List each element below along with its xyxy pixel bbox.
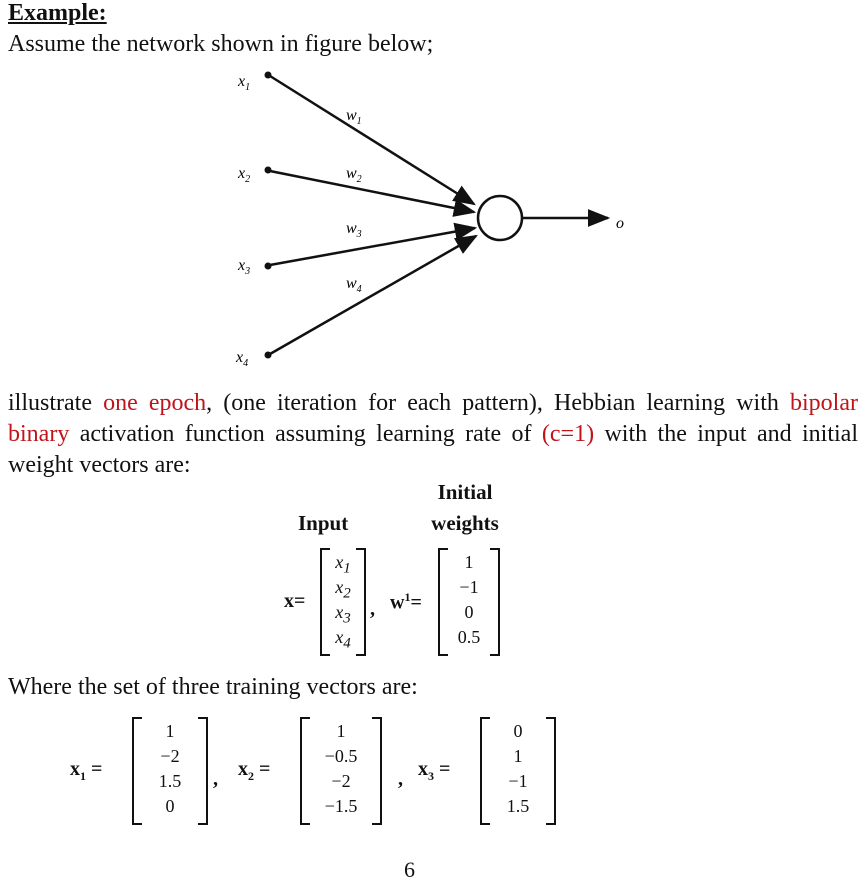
- training-vector-2-values: 1 −0.5 −2 −1.5: [324, 721, 358, 816]
- input-vector-label: x=: [284, 590, 306, 612]
- vector-separator-comma: ,: [370, 598, 375, 620]
- neuron-node: [478, 196, 522, 240]
- weight-label-1: $w_1$: [346, 107, 362, 127]
- input-label-4: $x_4$: [236, 349, 249, 369]
- edge-w4: [270, 236, 476, 354]
- input-vector-left-bracket: [320, 548, 330, 656]
- edge-w2: [270, 171, 474, 212]
- weight-vector-right-bracket: [490, 548, 500, 656]
- weight-label-4: $w_4$: [346, 275, 362, 295]
- weight-vector-label: $w^1=$: [390, 590, 422, 614]
- training-vector-1-label: $x_1$ =: [70, 758, 103, 783]
- training-vector-2-label: $x_2$ =: [238, 758, 271, 783]
- input-vector-right-bracket: [356, 548, 366, 656]
- initial-weights-header: Initial weights: [431, 480, 499, 535]
- input-label-1: $x_1$: [238, 73, 251, 93]
- input-header: Input: [298, 511, 349, 535]
- training-vector-3-right-bracket: [546, 717, 556, 825]
- weight-vector-values: 1 −1 0 0.5: [457, 552, 481, 647]
- training-vector-1-right-bracket: [198, 717, 208, 825]
- training-vectors-intro: Where the set of three training vectors are:: [8, 674, 418, 700]
- training-vector-2-left-bracket: [300, 717, 310, 825]
- edge-w3: [270, 228, 475, 265]
- example-heading: Example:: [8, 0, 107, 26]
- weight-label-2: $w_2$: [346, 165, 362, 185]
- input-label-2: $x_2$: [238, 165, 251, 185]
- intro-text: Assume the network shown in figure below;: [8, 31, 434, 57]
- edge-w1: [270, 76, 474, 204]
- training-vector-1-values: 1 −2 1.5 0: [158, 721, 182, 816]
- weight-label-3: $w_3$: [346, 220, 362, 240]
- training-vector-2-right-bracket: [372, 717, 382, 825]
- network-diagram: [0, 0, 862, 385]
- weight-vector-left-bracket: [438, 548, 448, 656]
- input-label-3: $x_3$: [238, 257, 251, 277]
- training-vector-3-left-bracket: [480, 717, 490, 825]
- training-vector-3-values: 0 1 −1 1.5: [506, 721, 530, 816]
- training-vector-3-label: $x_3$ =: [418, 758, 451, 783]
- training-vector-1-left-bracket: [132, 717, 142, 825]
- problem-paragraph: illustrate one epoch, (one iteration for each pattern), Hebbian learning with bipolar binary activation function assuming learning rate of (c=1) with the input and initial weight vectors are:: [8, 390, 858, 478]
- training-separator-comma-1: ,: [213, 768, 218, 790]
- page-number: 6: [404, 857, 415, 882]
- output-label: o: [616, 215, 624, 232]
- training-separator-comma-2: ,: [398, 768, 403, 790]
- input-vector-values: $x_1$ $x_2$ $x_3$ $x_4$: [335, 552, 351, 652]
